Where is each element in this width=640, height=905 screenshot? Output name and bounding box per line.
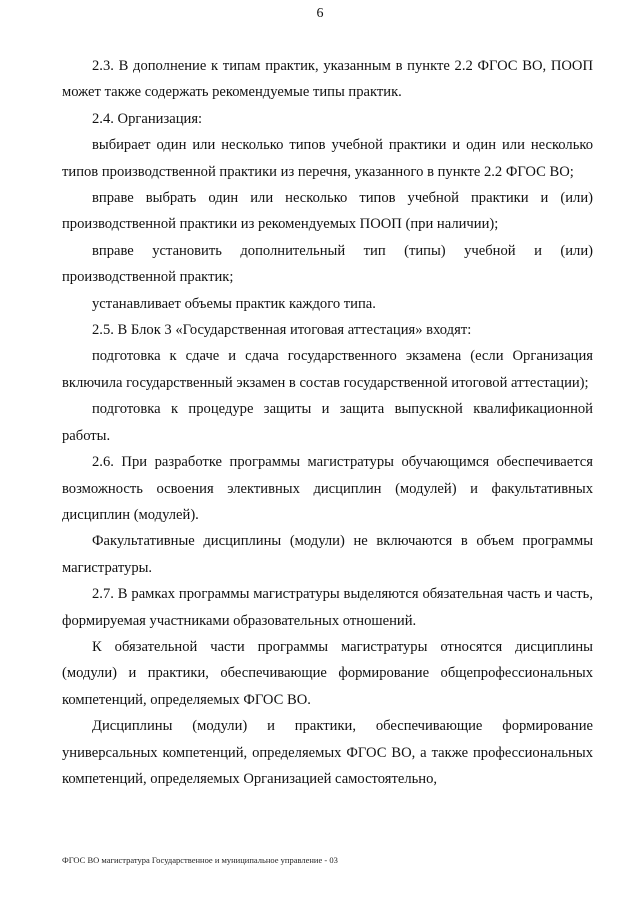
paragraph-2-3: 2.3. В дополнение к типам практик, указанным в пункте 2.2 ФГОС ВО, ПООП может также содержать рекомендуемые типы практик.: [62, 58, 593, 101]
paragraph-2-7-competencies: Дисциплины (модули) и практики, обеспечивающие формирование универсальных компетенций, определяемых ФГОС ВО, а также профессиональных компетенций, определяемых Организацией самостоятельно,: [62, 718, 593, 787]
paragraph-2-4-heading: 2.4. Организация:: [92, 110, 203, 127]
paragraph-2-4-item-3: вправе установить дополнительный тип (типы) учебной и (или) производственной практик;: [62, 242, 593, 286]
document-body: [62, 53, 593, 792]
paragraph-2-7-mandatory: К обязательной части программы магистратуры относятся дисциплины (модули) и практики, обеспечивающие формирование общепрофессиональных компетенций, определяемых ФГОС ВО.: [62, 638, 593, 708]
page-number: 6: [316, 6, 324, 21]
paragraph-2-4-item-1: выбирает один или несколько типов учебной практики и один или несколько типов производственной практики из перечня, указанного в пункте 2.2 ФГОС ВО;: [62, 137, 593, 180]
paragraph-2-6-note: Факультативные дисциплины (модули) не включаются в объем программы магистратуры.: [62, 533, 593, 576]
document-footer: ФГОС ВО магистратура Государственное и муниципальное управление - 03: [62, 855, 338, 865]
paragraph-2-5-item-1: подготовка к сдаче и сдача государственного экзамена (если Организация включила государственный экзамен в состав государственной итоговой аттестации);: [62, 348, 593, 391]
paragraph-2-4-item-4: устанавливает объемы практик каждого типа.: [92, 295, 376, 312]
paragraph-2-6: 2.6. При разработке программы магистратуры обучающимся обеспечивается возможность освоения элективных дисциплин (модулей) и факультативных дисциплин (модулей).: [62, 454, 593, 523]
paragraph-2-5-heading: 2.5. В Блок 3 «Государственная итоговая аттестация» входят:: [92, 322, 472, 339]
paragraph-2-5-item-2: подготовка к процедуре защиты и защита выпускной квалификационной работы.: [62, 401, 593, 444]
paragraph-2-7: 2.7. В рамках программы магистратуры выделяются обязательная часть и часть, формируемая участниками образовательных отношений.: [62, 586, 593, 629]
paragraph-2-4-item-2: вправе выбрать один или несколько типов учебной практики и (или) производственной практики из рекомендуемых ПООП (при наличии);: [62, 190, 593, 233]
